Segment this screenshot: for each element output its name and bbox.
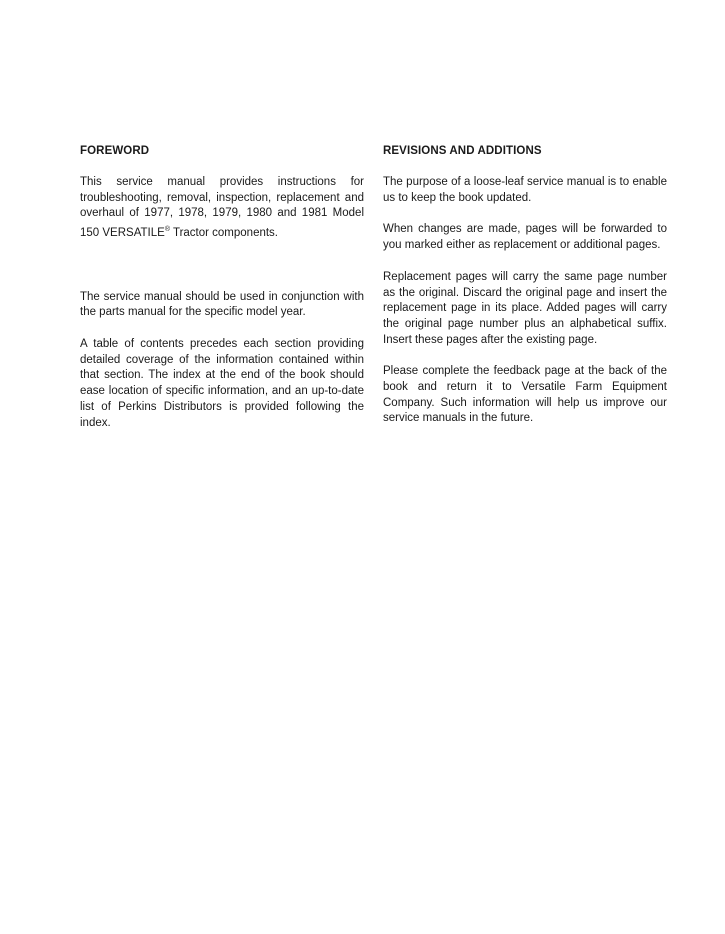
revisions-paragraph-4: Please complete the feedback page at the back of the book and return it to Versatile Farm Equipment Company. Such information will help us improve our service manuals in the future. [383, 365, 667, 425]
revisions-section [383, 143, 667, 427]
foreword-paragraph-1-end: Tractor components. [169, 226, 279, 239]
foreword-paragraph-1-text: This service manual provides instructions for troubleshooting, removal, inspection, replacement and overhaul of 1977, 1978, 1979, 1980 and 1981 Model 150 VERSATILE [80, 176, 364, 239]
foreword-paragraph-1 [80, 175, 364, 242]
foreword-section [80, 143, 364, 431]
registered-mark: ® [164, 226, 170, 234]
foreword-paragraph-2: The service manual should be used in conjunction with the parts manual for the specific model year. [80, 290, 364, 319]
revisions-heading: REVISIONS AND ADDITIONS [383, 145, 542, 157]
foreword-heading: FOREWORD [80, 145, 150, 157]
revisions-paragraph-3: Replacement pages will carry the same page number as the original. Discard the original page and insert the replacement page in its place. Added pages will carry the original page number plus an alphabetical suffix. Insert these pages after the existing page. [383, 270, 667, 346]
revisions-paragraph-2: When changes are made, pages will be forwarded to you marked either as replacement or additional pages. [383, 223, 667, 252]
foreword-paragraph-3: A table of contents precedes each section providing detailed coverage of the information contained within that section. The index at the end of the book should ease location of specific information, and an up-to-date list of Perkins Distributors is provided following the index. [80, 338, 364, 429]
revisions-paragraph-1: The purpose of a loose-leaf service manual is to enable us to keep the book updated. [383, 176, 667, 204]
